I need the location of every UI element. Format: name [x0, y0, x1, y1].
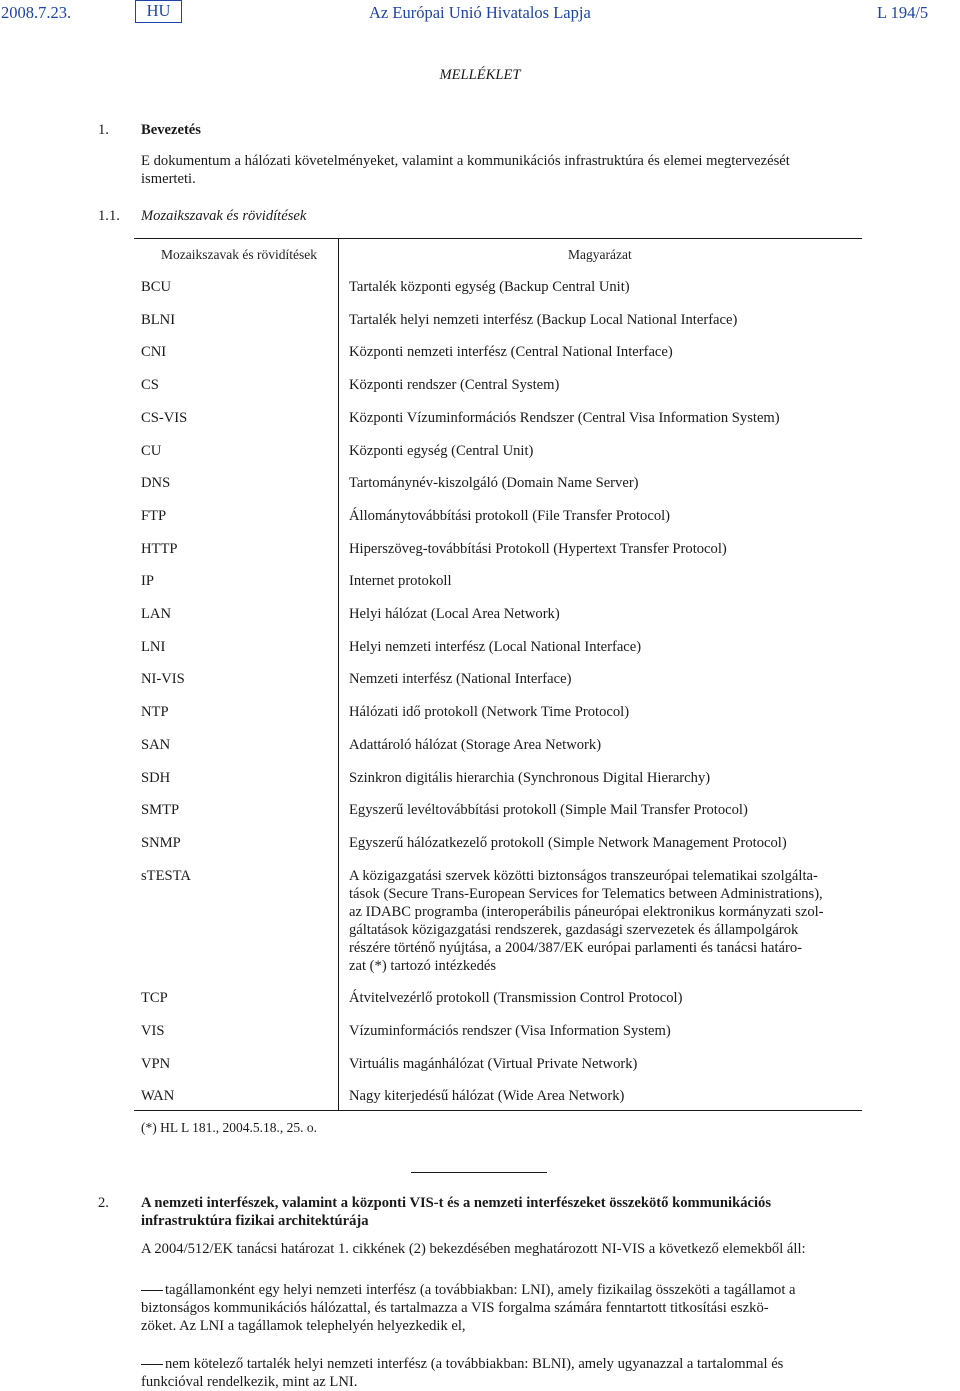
bullet-line: funkcióval rendelkezik, mint az LNI. — [141, 1374, 358, 1390]
bullet-item — [141, 1281, 862, 1335]
journal-title: Az Európai Unió Hivatalos Lapja — [369, 3, 591, 22]
abbreviation-cell: VIS — [141, 1023, 165, 1039]
abbreviation-cell: CNI — [141, 344, 167, 361]
abbreviation-cell: DNS — [141, 475, 171, 492]
abbreviation-cell: SAN — [141, 736, 171, 753]
abbreviation-cell: SDH — [141, 769, 171, 786]
explanation-cell — [349, 670, 862, 688]
explanation-cell — [349, 311, 862, 329]
explanation-line: Átvitelvezérlő protokoll (Transmission Control Protocol) — [349, 990, 683, 1007]
abbreviation-cell: SMTP — [141, 802, 180, 819]
intro-line: ismerteti. — [141, 171, 196, 187]
section-separator — [411, 1172, 547, 1173]
table-column-divider — [338, 238, 339, 1110]
explanation-line: Nemzeti interfész (National Interface) — [349, 671, 572, 688]
explanation-cell — [349, 605, 862, 623]
footnote: (*) HL L 181., 2004.5.18., 25. o. — [141, 1120, 317, 1135]
abbreviation-cell: IP — [141, 573, 154, 590]
abbreviation-cell: SNMP — [141, 834, 181, 851]
explanation-line: Tartalék helyi nemzeti interfész (Backup Local National Interface) — [349, 311, 738, 328]
bullet-line: nem kötelező tartalék helyi nemzeti interfész (a továbbiakban: BLNI), amely ugyanazzal a tartalommal és — [165, 1356, 784, 1372]
explanation-cell — [349, 278, 862, 296]
explanation-cell — [349, 1055, 862, 1073]
explanation-cell — [349, 769, 862, 787]
explanation-line: tások (Secure Trans-European Services for Telematics between Administrations), — [349, 885, 823, 902]
abbreviation-cell: HTTP — [141, 540, 178, 557]
abbreviation-cell: NTP — [141, 704, 169, 721]
explanation-line: Vízuminformációs rendszer (Visa Information System) — [349, 1023, 671, 1039]
bullet-line: zöket. Az LNI a tagállamok telephelyén helyezkedik el, — [141, 1318, 466, 1334]
page-number: L 194/5 — [877, 3, 929, 22]
explanation-line: Központi nemzeti interfész (Central National Interface) — [349, 344, 673, 361]
section-1-intro — [141, 152, 862, 188]
explanation-cell — [349, 801, 862, 819]
explanation-line: Központi Vízuminformációs Rendszer (Central Visa Information System) — [349, 409, 780, 426]
explanation-line: Szinkron digitális hierarchia (Synchronous Digital Hierarchy) — [349, 769, 711, 786]
explanation-line: Központi egység (Central Unit) — [349, 442, 534, 459]
explanation-cell — [349, 376, 862, 394]
explanation-cell — [349, 540, 862, 558]
explanation-cell — [349, 638, 862, 656]
explanation-cell — [349, 867, 862, 975]
explanation-line: Nagy kiterjedésű hálózat (Wide Area Network) — [349, 1088, 625, 1105]
section-2-title-line: infrastruktúra fizikai architektúrája — [141, 1213, 369, 1229]
section-1-number: 1. — [98, 122, 109, 138]
bullet-line: tagállamonként egy helyi nemzeti interfész (a továbbiakban: LNI), amely fizikailag összeköti a tagállamot a — [165, 1282, 796, 1298]
explanation-line: Helyi nemzeti interfész (Local National Interface) — [349, 638, 642, 655]
section-1-1-number: 1.1. — [98, 208, 120, 224]
explanation-cell — [349, 474, 862, 492]
explanation-cell — [349, 343, 862, 361]
explanation-cell — [349, 442, 862, 460]
table-top-rule — [134, 238, 862, 239]
explanation-cell — [349, 507, 862, 525]
explanation-line: gáltatások közigazgatási rendszerek, gazdasági szervezetek és állampolgárok — [349, 921, 799, 938]
explanation-cell — [349, 989, 862, 1007]
explanation-line: A közigazgatási szervek közötti biztonságos transzeurópai telematikai szolgálta- — [349, 867, 818, 884]
bullet-dash — [141, 1364, 163, 1365]
explanation-line: Adattároló hálózat (Storage Area Network) — [349, 736, 602, 753]
abbreviation-cell: BCU — [141, 279, 172, 295]
explanation-line: Egyszerű hálózatkezelő protokoll (Simple Network Management Protocol) — [349, 834, 787, 851]
explanation-line: Hálózati idő protokoll (Network Time Protocol) — [349, 704, 630, 721]
explanation-line: az IDABC programba (interoperábilis páneurópai elektronikus kormányzati szol- — [349, 903, 824, 920]
column-header-explanation: Magyarázat — [568, 247, 632, 262]
section-1-title: Bevezetés — [141, 122, 201, 138]
explanation-line: Központi rendszer (Central System) — [349, 377, 560, 394]
abbreviation-cell: TCP — [141, 990, 168, 1007]
section-2-paragraph: A 2004/512/EK tanácsi határozat 1. cikkének (2) bekezdésében meghatározott NI-VIS a következő elemekből áll: — [141, 1241, 806, 1257]
explanation-cell — [349, 834, 862, 852]
abbreviation-cell: CS — [141, 377, 159, 394]
abbreviation-cell: CU — [141, 442, 162, 459]
bullet-dash — [141, 1290, 163, 1291]
abbreviation-cell: VPN — [141, 1055, 171, 1072]
explanation-line: részére történő nyújtása, a 2004/387/EK európai parlamenti és tanácsi határo- — [349, 939, 803, 956]
explanation-line: Állománytovábbítási protokoll (File Transfer Protocol) — [349, 507, 671, 524]
abbreviation-cell: FTP — [141, 507, 167, 524]
explanation-line: Helyi hálózat (Local Area Network) — [349, 606, 560, 622]
explanation-cell — [349, 572, 862, 590]
section-2-title-line: A nemzeti interfészek, valamint a központi VIS-t és a nemzeti interfészeket összekötő kommunikációs — [141, 1195, 772, 1211]
abbreviation-cell: CS-VIS — [141, 409, 188, 426]
explanation-cell — [349, 1022, 862, 1040]
page-header — [0, 0, 960, 30]
publication-date: 2008.7.23. — [1, 3, 72, 22]
explanation-line: Tartománynév-kiszolgáló (Domain Name Server) — [349, 475, 639, 492]
table-bottom-rule — [134, 1110, 862, 1111]
abbreviation-cell: WAN — [141, 1088, 175, 1105]
intro-line: E dokumentum a hálózati követelményeket, valamint a kommunikációs infrastruktúra és elemei megtervezését — [141, 153, 790, 169]
abbreviation-cell: LAN — [141, 606, 171, 622]
column-header-abbreviation: Mozaikszavak és rövidítések — [161, 247, 317, 262]
section-2-number: 2. — [98, 1195, 109, 1211]
explanation-line: Virtuális magánhálózat (Virtual Private Network) — [349, 1055, 638, 1072]
explanation-cell — [349, 736, 862, 754]
annex-title: MELLÉKLET — [439, 67, 521, 83]
section-2-title — [141, 1194, 862, 1230]
explanation-line: zat (*) tartozó intézkedés — [349, 957, 497, 974]
explanation-line: Hiperszöveg-továbbítási Protokoll (Hypertext Transfer Protocol) — [349, 540, 727, 557]
abbreviation-cell: sTESTA — [141, 867, 191, 884]
bullet-line: biztonságos kommunikációs hálózattal, és tartalmazza a VIS forgalma számára fenntartott titkosítási eszkö- — [141, 1300, 769, 1316]
language-badge: HU — [135, 0, 182, 23]
explanation-cell — [349, 1087, 862, 1105]
abbreviation-cell: BLNI — [141, 311, 176, 328]
explanation-cell — [349, 703, 862, 721]
explanation-line: Internet protokoll — [349, 573, 452, 590]
explanation-cell — [349, 409, 862, 427]
abbreviation-cell: NI-VIS — [141, 671, 185, 688]
section-1-1-title: Mozaikszavak és rövidítések — [141, 208, 307, 224]
explanation-line: Egyszerű levéltovábbítási protokoll (Simple Mail Transfer Protocol) — [349, 802, 748, 819]
explanation-line: Tartalék központi egység (Backup Central Unit) — [349, 279, 630, 295]
abbreviation-cell: LNI — [141, 638, 166, 655]
bullet-item — [141, 1355, 862, 1391]
